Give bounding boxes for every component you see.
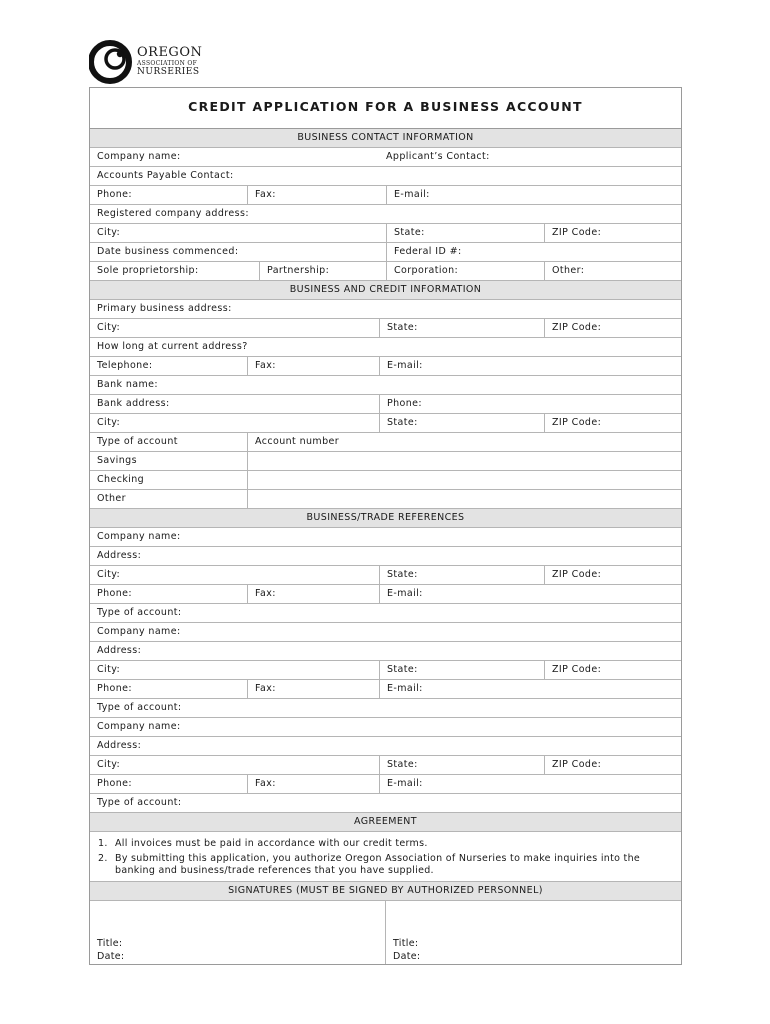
telephone-field[interactable]: Telephone: [97, 360, 153, 371]
zip-field[interactable]: ZIP Code: [544, 319, 681, 337]
section-header-agreement: AGREEMENT [90, 813, 681, 832]
agreement-item-text: By submitting this application, you authorize Oregon Association of Nurseries to make inquiries into the banking and business/trade references that you have supplied. [115, 853, 641, 876]
ref2-zip-field[interactable]: ZIP Code: [544, 661, 681, 679]
email-field[interactable]: E-mail: [386, 186, 681, 204]
logo-oregon-text: OREGON [137, 45, 203, 60]
form-row [90, 186, 681, 205]
ref2-company-name-field[interactable]: Company name: [97, 626, 181, 637]
ref3-address-field[interactable]: Address: [97, 740, 142, 751]
logo-nurseries-text: NURSERIES [137, 67, 200, 77]
form-row [90, 376, 681, 395]
form-row [90, 395, 681, 414]
ref1-address-field[interactable]: Address: [97, 550, 142, 561]
form-row [90, 699, 681, 718]
ref2-city-field[interactable]: City: [97, 664, 121, 675]
ref3-state-field[interactable]: State: [379, 756, 545, 774]
ref2-state-field[interactable]: State: [379, 661, 545, 679]
section-header-trade-references: BUSINESS/TRADE REFERENCES [90, 509, 681, 528]
form-row [90, 471, 681, 490]
sole-proprietorship-field[interactable]: Sole proprietorship: [97, 265, 199, 276]
form-row [90, 661, 681, 680]
form-row [90, 547, 681, 566]
form-row [90, 452, 681, 471]
signature-area [90, 901, 681, 964]
agreement-item [98, 838, 673, 850]
ref2-type-of-account-field[interactable]: Type of account: [97, 702, 182, 713]
ref1-city-field[interactable]: City: [97, 569, 121, 580]
signature-block-left[interactable] [90, 901, 385, 964]
applicant-contact-field[interactable]: Applicant’s Contact: [386, 151, 490, 162]
bank-city-field[interactable]: City: [97, 417, 121, 428]
section-header-business-contact: BUSINESS CONTACT INFORMATION [90, 129, 681, 148]
ref3-city-field[interactable]: City: [97, 759, 121, 770]
ref1-state-field[interactable]: State: [379, 566, 545, 584]
primary-address-field[interactable]: Primary business address: [97, 303, 232, 314]
form-row [90, 528, 681, 547]
other-field[interactable]: Other: [544, 262, 681, 280]
form-row [90, 623, 681, 642]
type-of-account-header: Type of account [97, 436, 178, 447]
agreement-item [98, 853, 673, 877]
form-title: CREDIT APPLICATION FOR A BUSINESS ACCOUNT [90, 88, 681, 129]
account-number-header: Account number [247, 433, 681, 451]
other-account-label: Other [97, 493, 126, 504]
company-name-field[interactable]: Company name: [97, 151, 181, 162]
ref3-type-of-account-field[interactable]: Type of account: [97, 797, 182, 808]
bank-state-field[interactable]: State: [379, 414, 545, 432]
phone-field[interactable]: Phone: [97, 189, 133, 200]
form-row [90, 262, 681, 281]
form-row [90, 566, 681, 585]
form-row [90, 718, 681, 737]
signature-right-title-label: Title: [393, 938, 419, 949]
state-field[interactable]: State: [386, 224, 544, 242]
form-row [90, 414, 681, 433]
signature-left-date-label: Date: [97, 950, 125, 962]
registered-address-field[interactable]: Registered company address: [97, 208, 249, 219]
fax-field[interactable]: Fax: [247, 357, 380, 375]
corporation-field[interactable]: Corporation: [386, 262, 544, 280]
ap-contact-field[interactable]: Accounts Payable Contact: [97, 170, 234, 181]
bank-address-field[interactable]: Bank address: [97, 398, 170, 409]
agreement-item-number: 2. [98, 853, 108, 864]
bank-zip-field[interactable]: ZIP Code: [544, 414, 681, 432]
savings-account-number-field[interactable] [247, 452, 681, 470]
form-row [90, 205, 681, 224]
agreement-terms [90, 832, 681, 882]
agreement-item-number: 1. [98, 838, 108, 849]
form-row [90, 148, 681, 167]
ref1-fax-field[interactable]: Fax: [247, 585, 380, 603]
email-field[interactable]: E-mail: [379, 357, 681, 375]
ref1-phone-field[interactable]: Phone: [97, 588, 133, 599]
agreement-item-text: All invoices must be paid in accordance with our credit terms. [115, 838, 428, 849]
ref2-phone-field[interactable]: Phone: [97, 683, 133, 694]
bank-name-field[interactable]: Bank name: [97, 379, 159, 390]
signature-block-right[interactable] [385, 901, 681, 964]
form-row [90, 585, 681, 604]
ref3-phone-field[interactable]: Phone: [97, 778, 133, 789]
ref3-fax-field[interactable]: Fax: [247, 775, 380, 793]
checking-account-number-field[interactable] [247, 471, 681, 489]
partnership-field[interactable]: Partnership: [259, 262, 387, 280]
zip-field[interactable]: ZIP Code: [544, 224, 681, 242]
ref2-address-field[interactable]: Address: [97, 645, 142, 656]
ref2-fax-field[interactable]: Fax: [247, 680, 380, 698]
form-row [90, 243, 681, 262]
section-header-business-credit: BUSINESS AND CREDIT INFORMATION [90, 281, 681, 300]
ref3-zip-field[interactable]: ZIP Code: [544, 756, 681, 774]
ref1-type-of-account-field[interactable]: Type of account: [97, 607, 182, 618]
city-field[interactable]: City: [97, 322, 121, 333]
form-row [90, 737, 681, 756]
form-row [90, 642, 681, 661]
ref3-company-name-field[interactable]: Company name: [97, 721, 181, 732]
signature-right-date-label: Date: [393, 950, 421, 962]
form-row [90, 319, 681, 338]
ref1-zip-field[interactable]: ZIP Code: [544, 566, 681, 584]
form-row [90, 680, 681, 699]
ref1-company-name-field[interactable]: Company name: [97, 531, 181, 542]
section-header-signatures: SIGNATURES (MUST BE SIGNED BY AUTHORIZED PERSONNEL) [90, 882, 681, 901]
ref1-email-field[interactable]: E-mail: [379, 585, 681, 603]
state-field[interactable]: State: [379, 319, 545, 337]
form-row [90, 357, 681, 376]
form-row [90, 433, 681, 452]
form-row [90, 224, 681, 243]
checking-label: Checking [97, 474, 145, 485]
bank-phone-field[interactable]: Phone: [379, 395, 681, 413]
city-field[interactable]: City: [97, 227, 121, 238]
form-row [90, 490, 681, 509]
form-row [90, 167, 681, 186]
date-commenced-field[interactable]: Date business commenced: [97, 246, 239, 257]
signature-left-title-label: Title: [97, 938, 123, 949]
swirl-logo-icon [89, 40, 133, 84]
ref3-email-field[interactable]: E-mail: [379, 775, 681, 793]
federal-id-field[interactable]: Federal ID #: [386, 243, 681, 261]
other-account-number-field[interactable] [247, 490, 681, 508]
credit-application-form [89, 87, 682, 965]
form-row [90, 775, 681, 794]
logo-association-text: ASSOCIATION OF [137, 60, 198, 67]
form-row [90, 794, 681, 813]
fax-field[interactable]: Fax: [247, 186, 387, 204]
ref2-email-field[interactable]: E-mail: [379, 680, 681, 698]
form-row [90, 604, 681, 623]
form-row [90, 300, 681, 319]
savings-label: Savings [97, 455, 137, 466]
form-row [90, 338, 681, 357]
how-long-field[interactable]: How long at current address? [97, 341, 248, 352]
form-row [90, 756, 681, 775]
